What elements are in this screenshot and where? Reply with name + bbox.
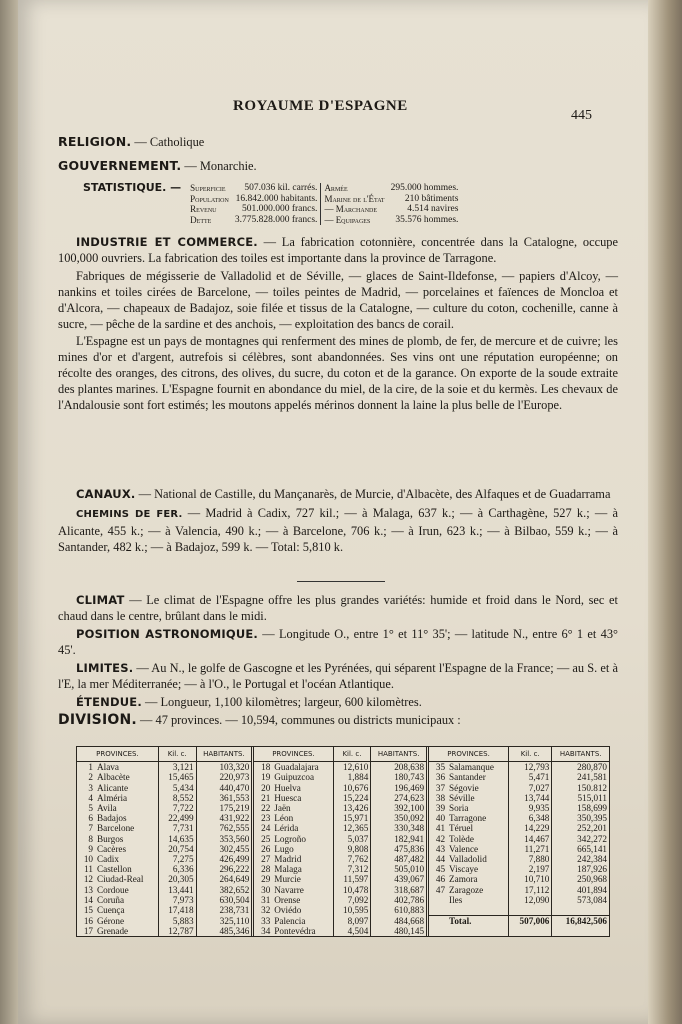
province-population: 180,743	[371, 772, 428, 782]
province-population: 361,553	[196, 793, 253, 803]
statistique-label: STATISTIQUE. —	[83, 181, 182, 194]
stat-key: Superficie	[190, 183, 226, 193]
province-name: Léon	[274, 813, 294, 824]
province-number: 44	[428, 854, 448, 864]
province-name: Castellon	[97, 864, 132, 875]
province-name: Santander	[449, 772, 486, 783]
province-area: 6,336	[158, 864, 196, 874]
province-population: 296,222	[196, 864, 253, 874]
province-name: Navarre	[274, 884, 304, 895]
province-number: 8	[88, 833, 93, 844]
province-area: 5,037	[333, 834, 371, 844]
stat-key: — Equipages	[321, 215, 388, 226]
province-area: 7,722	[158, 803, 196, 813]
province-number: 9	[88, 843, 93, 854]
table-body	[77, 762, 609, 936]
table-row	[77, 926, 609, 936]
industrie-section	[58, 234, 618, 413]
table-row	[77, 823, 609, 833]
stat-key: Revenu	[190, 204, 217, 214]
page-title: ROYAUME D'ESPAGNE	[233, 98, 408, 114]
province-number: 15	[83, 905, 93, 916]
province-area: 7,762	[333, 854, 371, 864]
province-number: 3	[88, 782, 93, 793]
province-area: 14,467	[509, 834, 552, 844]
province-population: 484,668	[371, 915, 428, 926]
province-number: 16	[83, 915, 93, 926]
province-area: 15,224	[333, 793, 371, 803]
province-area: 17,112	[509, 885, 552, 895]
province-name: Cadix	[97, 854, 119, 865]
province-number: 41	[428, 823, 448, 833]
province-population: 401,894	[552, 885, 609, 895]
province-name: Soria	[449, 803, 469, 814]
table-row	[77, 915, 609, 926]
province-number: 11	[84, 864, 93, 875]
table-header-row	[77, 747, 609, 762]
province-area: 8,552	[158, 793, 196, 803]
province-name: Viscaye	[449, 864, 479, 875]
col-header: PROVINCES.	[428, 747, 509, 762]
province-name: Iles	[449, 894, 463, 905]
province-number: 34	[253, 926, 273, 936]
climat-text: — Le climat de l'Espagne offre les plus grandes variétés: humide et froid dans le Nord, sec et chaud dans le centre, brûlant dans le midi.	[58, 593, 618, 623]
province-population: 505,010	[371, 864, 428, 874]
province-area: 13,426	[333, 803, 371, 813]
province-population: 187,926	[552, 864, 609, 874]
province-population: 325,110	[196, 915, 253, 926]
province-area: 1,884	[333, 772, 371, 782]
provinces-table	[76, 746, 610, 937]
province-name: Gérone	[97, 915, 125, 926]
province-name: Cuença	[97, 905, 125, 916]
province-area: 7,027	[509, 783, 552, 793]
province-name: Murcie	[274, 874, 301, 885]
province-area: 9,935	[509, 803, 552, 813]
stat-value: 501.000.000 francs.	[241, 204, 318, 214]
province-population: 350,395	[552, 813, 609, 823]
province-name: Alicante	[97, 782, 129, 793]
province-number: 37	[428, 783, 448, 793]
province-population: 208,638	[371, 762, 428, 773]
province-population	[552, 926, 609, 936]
province-number: 4	[88, 792, 93, 803]
province-population: 252,201	[552, 823, 609, 833]
stat-key: Dette	[190, 214, 212, 225]
province-number: 40	[428, 813, 448, 823]
stat-value: 35.576 hommes.	[395, 214, 459, 225]
province-area: 5,434	[158, 783, 196, 793]
province-area: 10,478	[333, 885, 371, 895]
province-number: 29	[253, 874, 273, 884]
province-population: 439,067	[371, 874, 428, 884]
province-number: 27	[253, 854, 273, 864]
province-name: Guadalajara	[274, 762, 319, 773]
province-number: 7	[88, 823, 93, 834]
province-number: 33	[253, 915, 273, 926]
province-population: 475,836	[371, 844, 428, 854]
table-row	[77, 834, 609, 844]
stat-key: Armée	[321, 183, 388, 194]
province-area: 15,465	[158, 772, 196, 782]
religion-section	[58, 134, 618, 150]
province-number: 46	[428, 874, 448, 884]
canaux-label: CANAUX.	[76, 487, 136, 501]
province-number: 45	[428, 864, 448, 874]
gouvernement-text: — Monarchie.	[181, 159, 257, 173]
table-row	[77, 803, 609, 813]
stat-key: Population	[190, 193, 229, 204]
province-number: 35	[428, 762, 448, 773]
col-header: HABITANTS.	[371, 747, 428, 762]
province-number: 20	[253, 783, 273, 793]
province-number: 12	[83, 874, 93, 885]
province-name: Oviédo	[274, 905, 302, 916]
canaux-text: — National de Castille, du Mançanarès, de Murcie, d'Albacète, des Alfaques et de Guadarrama	[135, 487, 611, 501]
table-row	[77, 844, 609, 854]
col-header: HABITANTS.	[552, 747, 609, 762]
industrie-p2: Fabriques de mégisserie de Valladolid et de Séville, — glaces de Saint-Ildefonse, — papiers d'Alcoy, — nankins et toiles cirées de Barcelone, — toiles peintes de Madrid, — porcelaines et faïences de Moncloa et d'Alcora, — chapeaux de Badajoz, soie filée et tissus de la Catalogne, — culture du coton, cochenille, canne à sucre, — pêche de la sardine et des anchois, — exploitation des bancs de corail.	[58, 269, 618, 331]
province-area: 7,731	[158, 823, 196, 833]
province-population: 342,272	[552, 834, 609, 844]
province-area: 17,418	[158, 905, 196, 915]
province-number: 17	[83, 925, 93, 936]
col-header: Kil. c.	[333, 747, 371, 762]
province-name: Grenade	[97, 925, 129, 936]
province-name: Téruel	[449, 823, 474, 834]
province-area: 6,348	[509, 813, 552, 823]
province-name: Pontevédra	[274, 925, 316, 936]
province-population: 440,470	[196, 783, 253, 793]
province-population: 241,581	[552, 772, 609, 782]
province-population: 264,649	[196, 874, 253, 884]
province-population: 515,011	[552, 793, 609, 803]
col-header: Kil. c.	[158, 747, 196, 762]
industrie-p3: L'Espagne est un pays de montagnes qui renferment des mines de plomb, de fer, de mercure et de cuivre; les mines d'or et d'argent, autrefois si célèbres, sont abandonnées. Ses vins ont une réputation européenne; on récolte des oranges, des citrons, des olives, du sucre, du coton et de la garance. On exporte de la soude extraite des plantes marines. L'Espagne fournit en abondance du miel, de la cire, de la soie et du kermès. Les chevaux de l'Andalousie sont fort estimés; les moutons appelés mérinos donnent la laine la plus belle de l'Europe.	[58, 334, 618, 412]
province-name: Avila	[97, 803, 117, 814]
stat-key: Marine de l'État	[321, 194, 388, 205]
province-number: 24	[253, 823, 273, 833]
province-population: 630,504	[196, 895, 253, 905]
province-population: 274,623	[371, 793, 428, 803]
stat-value: 210 bâtiments	[404, 193, 459, 204]
religion-label: RELIGION.	[58, 134, 132, 149]
province-population: 103,320	[196, 762, 253, 773]
province-population: 16,842,506	[552, 915, 609, 926]
province-name	[447, 926, 508, 936]
province-area: 7,312	[333, 864, 371, 874]
table-row	[77, 864, 609, 874]
province-population: 302,455	[196, 844, 253, 854]
province-area: 22,499	[158, 813, 196, 823]
province-number: 6	[88, 813, 93, 824]
province-name: Alava	[97, 762, 119, 773]
province-population: 150.812	[552, 783, 609, 793]
province-area: 12,610	[333, 762, 371, 773]
province-population: 487,482	[371, 854, 428, 864]
province-population: 330,348	[371, 823, 428, 833]
province-population: 158,699	[552, 803, 609, 813]
province-area: 13,744	[509, 793, 552, 803]
province-number: 23	[253, 813, 273, 823]
province-population: 762,555	[196, 823, 253, 833]
province-number	[428, 926, 448, 936]
canaux-section	[58, 486, 618, 555]
province-number	[428, 915, 448, 926]
province-area: 12,787	[158, 926, 196, 936]
province-number: 30	[253, 885, 273, 895]
province-number: 39	[428, 803, 448, 813]
province-name: Albacète	[97, 772, 130, 783]
statistique-block	[80, 183, 461, 225]
province-name: Palencia	[274, 915, 306, 926]
gouvernement-label: GOUVERNEMENT.	[58, 158, 182, 173]
province-area: 12,365	[333, 823, 371, 833]
province-number: 28	[253, 864, 273, 874]
province-population: 175,219	[196, 803, 253, 813]
table-row	[77, 762, 609, 773]
religion-text: — Catholique	[131, 135, 205, 149]
stat-value: 4.514 navires	[407, 204, 459, 214]
province-name: Burgos	[97, 833, 124, 844]
province-number: 19	[253, 772, 273, 782]
table-row	[77, 895, 609, 905]
province-number: 47	[428, 885, 448, 895]
province-population: 382,652	[196, 885, 253, 895]
province-name: Guipuzcoa	[274, 772, 315, 783]
etendue-text: — Longueur, 1,100 kilomètres; largeur, 600 kilomètres.	[141, 695, 422, 709]
province-number: 10	[83, 854, 93, 865]
province-area: 12,090	[509, 895, 552, 905]
province-area: 7,880	[509, 854, 552, 864]
province-name: Tolède	[449, 833, 474, 844]
province-population: 573,084	[552, 895, 609, 905]
province-number: 32	[253, 905, 273, 915]
province-name: Ciudad-Real	[97, 874, 144, 885]
province-area: 20,305	[158, 874, 196, 884]
province-population: 280,870	[552, 762, 609, 773]
province-area: 12,793	[509, 762, 552, 773]
table-row	[77, 905, 609, 915]
province-area: 11,597	[333, 874, 371, 884]
province-population: 238,731	[196, 905, 253, 915]
province-name: Malaga	[274, 864, 302, 875]
stat-key: — Marchande	[321, 204, 388, 215]
province-name: Salamanque	[449, 762, 494, 773]
province-name: Orense	[274, 894, 301, 905]
province-number	[428, 905, 448, 915]
province-number: 38	[428, 793, 448, 803]
chemins-label: CHEMINS DE FER.	[76, 509, 183, 520]
table-row	[77, 793, 609, 803]
province-area: 3,121	[158, 762, 196, 773]
province-number: 31	[253, 895, 273, 905]
col-header: HABITANTS.	[196, 747, 253, 762]
province-population: 220,973	[196, 772, 253, 782]
province-area: 11,271	[509, 844, 552, 854]
climat-label: CLIMAT	[76, 593, 125, 607]
page-number: 445	[571, 108, 592, 123]
geography-section	[58, 592, 618, 728]
province-population: 431,922	[196, 813, 253, 823]
industrie-label: INDUSTRIE ET COMMERCE.	[76, 235, 258, 249]
province-number: 26	[253, 844, 273, 854]
province-area: 14,635	[158, 834, 196, 844]
province-area: 507,006	[509, 915, 552, 926]
province-name: Cordoue	[97, 884, 129, 895]
province-area: 9,808	[333, 844, 371, 854]
table-row	[77, 772, 609, 782]
province-number: 36	[428, 772, 448, 782]
province-area: 10,676	[333, 783, 371, 793]
province-population: 250,968	[552, 874, 609, 884]
page-edges	[648, 0, 682, 1024]
division-text: — 47 provinces. — 10,594, communes ou districts municipaux :	[136, 713, 461, 727]
province-area: 20,754	[158, 844, 196, 854]
province-name: Ségovie	[449, 782, 479, 793]
table-row	[77, 783, 609, 793]
stat-value: 295.000 hommes.	[390, 183, 459, 193]
province-population	[552, 905, 609, 915]
province-area: 15,971	[333, 813, 371, 823]
table-row	[77, 885, 609, 895]
province-name: Logroño	[274, 833, 306, 844]
col-header: PROVINCES.	[253, 747, 333, 762]
province-area: 7,092	[333, 895, 371, 905]
province-area: 5,471	[509, 772, 552, 782]
province-area	[509, 926, 552, 936]
etendue-label: ÉTENDUE.	[76, 695, 142, 709]
industrie-p1: — La fabrication cotonnière, concentrée dans la Catalogne, occupe 100,000 ouvriers. La fabrication des toiles est importante dans la province de Tarragone.	[58, 235, 618, 265]
table-row	[77, 854, 609, 864]
province-population: 426,499	[196, 854, 253, 864]
province-name: Séville	[449, 792, 475, 803]
position-label: POSITION ASTRONOMIQUE.	[76, 627, 259, 641]
province-name: Jaën	[274, 803, 291, 814]
province-name: Barcelone	[97, 823, 135, 834]
province-area: 10,710	[509, 874, 552, 884]
province-population: 353,560	[196, 834, 253, 844]
province-name: Badajos	[97, 813, 127, 824]
limites-text: — Au N., le golfe de Gascogne et les Pyrénées, qui séparent l'Espagne de la France; — au S. et à l'E, la mer Méditerranée; — à l'O., le Portugal et l'océan Atlantique.	[58, 661, 618, 691]
province-name: Madrid	[274, 854, 302, 865]
limites-label: LIMITES.	[76, 661, 134, 675]
province-population: 196,469	[371, 783, 428, 793]
province-name: Tarragone	[449, 813, 487, 824]
book-page	[18, 0, 652, 1024]
province-number: 14	[83, 894, 93, 905]
province-name: Valence	[449, 843, 479, 854]
province-number: 25	[253, 834, 273, 844]
province-population: 182,941	[371, 834, 428, 844]
province-area: 8,097	[333, 915, 371, 926]
province-population: 318,687	[371, 885, 428, 895]
province-name: Lugo	[274, 843, 294, 854]
province-number: 42	[428, 834, 448, 844]
table-row	[77, 874, 609, 884]
province-area: 13,441	[158, 885, 196, 895]
gouvernement-section	[58, 158, 618, 174]
province-name: Zamora	[449, 874, 478, 885]
province-area: 14,229	[509, 823, 552, 833]
position-text: — Longitude O., entre 1° et 11° 35'; — latitude N., entre 6° 1 et 43° 45'.	[58, 627, 618, 657]
province-name: Alméria	[97, 792, 128, 803]
stat-value: 3.775.828.000 francs.	[234, 214, 318, 225]
chemins-text: — Madrid à Cadix, 727 kil.; — à Malaga, 637 k.; — à Carthagène, 527 k.; — à Alicante, 455 k.; — à Valencia, 490 k.; — à Barcelone, 706 k.; — à Irun, 623 k.; — à Bilbao, 559 k.; — à Santander, 482 k.; — à Badajoz, 599 k. — Total: 5,810 k.	[58, 506, 618, 554]
province-name: Zaragoze	[449, 884, 484, 895]
province-number: 18	[253, 762, 273, 773]
province-name: Total.	[447, 915, 508, 926]
province-number: 21	[253, 793, 273, 803]
col-header: PROVINCES.	[77, 747, 158, 762]
stat-value: 16.842.000 habitants.	[235, 193, 318, 204]
province-population: 392,100	[371, 803, 428, 813]
province-population: 242,384	[552, 854, 609, 864]
province-number	[428, 895, 448, 905]
province-area: 7,275	[158, 854, 196, 864]
province-area: 2,197	[509, 864, 552, 874]
col-header: Kil. c.	[509, 747, 552, 762]
province-area: 5,883	[158, 915, 196, 926]
province-population: 402,786	[371, 895, 428, 905]
province-number: 43	[428, 844, 448, 854]
stat-value: 507.036 kil. carrés.	[244, 183, 318, 193]
province-area: 4,504	[333, 926, 371, 936]
province-name	[447, 905, 508, 915]
province-number: 1	[88, 762, 93, 773]
province-number: 5	[88, 803, 93, 814]
province-area: 10,595	[333, 905, 371, 915]
province-name: Coruña	[97, 894, 125, 905]
province-number: 13	[83, 884, 93, 895]
province-number: 22	[253, 803, 273, 813]
province-population: 610,883	[371, 905, 428, 915]
province-name: Valladolid	[449, 854, 487, 865]
province-name: Lérida	[274, 823, 299, 834]
province-population: 480,145	[371, 926, 428, 936]
province-name: Huelva	[274, 782, 301, 793]
province-population: 350,092	[371, 813, 428, 823]
province-name: Huesca	[274, 792, 302, 803]
table-row	[77, 813, 609, 823]
province-population: 665,141	[552, 844, 609, 854]
section-divider	[297, 581, 385, 582]
province-name: Cacères	[97, 843, 127, 854]
division-label: DIVISION.	[58, 712, 137, 728]
province-area: 7,973	[158, 895, 196, 905]
province-number: 2	[88, 772, 93, 783]
province-area	[509, 905, 552, 915]
province-population: 485,346	[196, 926, 253, 936]
